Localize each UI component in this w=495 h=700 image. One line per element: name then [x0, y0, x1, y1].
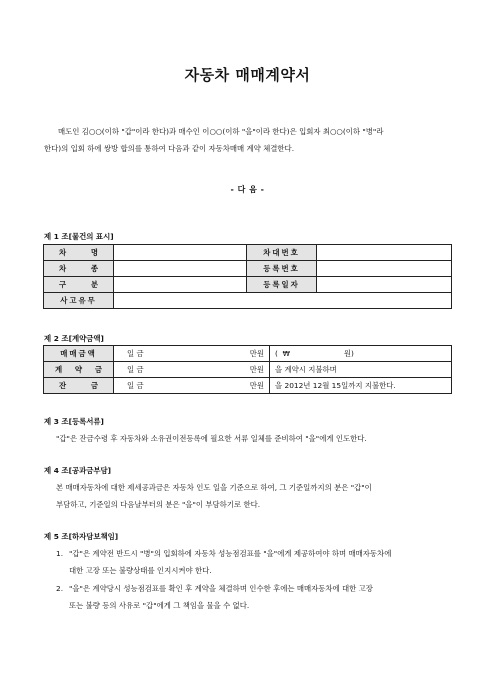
- article-1-title: 제 1 조[물건의 표시]: [44, 232, 114, 241]
- amount-unit: 만원: [249, 381, 264, 390]
- article-3-text: "갑"은 잔금수령 후 자동차와 소유권이전등록에 필요한 서류 일체를 준비하여 "을"에게 인도한다.: [56, 434, 367, 443]
- vehicle-info-table: [43, 244, 452, 309]
- table-row: [44, 245, 452, 261]
- intro-paragraph: [44, 124, 454, 157]
- list-item: [56, 580, 456, 614]
- article-3-title: 제 3 조[등록서류]: [44, 417, 104, 426]
- amount-unit: 만원: [249, 365, 264, 374]
- amount-cell[interactable]: [114, 346, 270, 362]
- list-line-2: 또는 불량 등의 사유로 "갑"에게 그 책임을 물을 수 없다.: [69, 601, 250, 610]
- article-4-text: [56, 479, 456, 513]
- section-divider-heading: - 다 음 -: [230, 185, 265, 194]
- article-2-title: 제 2 조[계약금액]: [44, 334, 104, 343]
- value-cell[interactable]: [114, 245, 247, 261]
- table-row: [44, 378, 452, 394]
- contract-amount-table: [43, 345, 452, 394]
- article-4-line-2: 부담하고, 기준일의 다음날부터의 분은 "을"이 부담하기로 한다.: [56, 500, 261, 509]
- amount-prefix: 일 금: [127, 381, 144, 390]
- value-cell[interactable]: [114, 293, 452, 309]
- intro-line-1: 매도인 김○○(이하 "갑"이라 한다)과 매수인 이○○(이하 "을"이라 한다)은 입회자 최○○(이하 "병"라: [58, 127, 384, 136]
- row-label: 구 분: [44, 277, 114, 293]
- row-label: 매매금액: [44, 346, 114, 362]
- table-row: [44, 277, 452, 293]
- list-item: [56, 545, 456, 579]
- amount-cell[interactable]: [114, 362, 270, 378]
- document-title: 자동차 매매계약서: [184, 66, 311, 84]
- table-row: [44, 293, 452, 309]
- amount-note: 을 2012년 12월 15일까지 지불한다.: [270, 378, 452, 394]
- row-label: 잔 금: [44, 378, 114, 394]
- value-cell[interactable]: [317, 261, 452, 277]
- article-5-title: 제 5 조[하자담보책임]: [44, 532, 119, 541]
- list-number: 2.: [56, 584, 64, 593]
- row-label: 사고유무: [44, 293, 114, 309]
- list-line-1: "을"은 계약당시 성능점검표를 확인 후 계약을 체결하며 인수한 후에는 매매자동차에 대한 고장: [69, 584, 373, 593]
- row-label: 계 약 금: [44, 362, 114, 378]
- row-label: 차 종: [44, 261, 114, 277]
- row-label: 차대번호: [247, 245, 317, 261]
- value-cell[interactable]: [317, 245, 452, 261]
- amount-prefix: 일 금: [127, 349, 144, 358]
- list-line-2: 대한 고장 또는 불량상태를 인지시켜야 한다.: [69, 566, 212, 575]
- amount-cell[interactable]: [114, 378, 270, 394]
- amount-note: ( ₩ 원): [270, 346, 452, 362]
- article-4-title: 제 4 조[공과금부담]: [44, 466, 112, 475]
- table-row: [44, 362, 452, 378]
- table-row: [44, 261, 452, 277]
- list-line-1: "갑"은 계약전 반드시 "병"의 입회하에 자동차 성능점검표를 "을"에게 제공하여야 하며 매매자동차에: [69, 549, 392, 558]
- value-cell[interactable]: [114, 261, 247, 277]
- row-label: 차 명: [44, 245, 114, 261]
- value-cell[interactable]: [317, 277, 452, 293]
- list-number: 1.: [56, 549, 64, 558]
- intro-line-2: 한다)의 입회 하에 쌍방 합의를 통하여 다음과 같이 자동차매매 계약 체결한다.: [44, 143, 295, 153]
- article-4-line-1: 본 매매자동차에 대한 제세공과금은 자동차 인도 일을 기준으로 하여, 그 기준일까지의 분은 "갑"이: [56, 483, 372, 492]
- table-row: [44, 346, 452, 362]
- amount-unit: 만원: [249, 349, 264, 358]
- value-cell[interactable]: [114, 277, 247, 293]
- row-label: 등록번호: [247, 261, 317, 277]
- row-label: 등록일자: [247, 277, 317, 293]
- amount-note: 을 계약시 지불하며: [270, 362, 452, 378]
- amount-prefix: 일 금: [127, 365, 144, 374]
